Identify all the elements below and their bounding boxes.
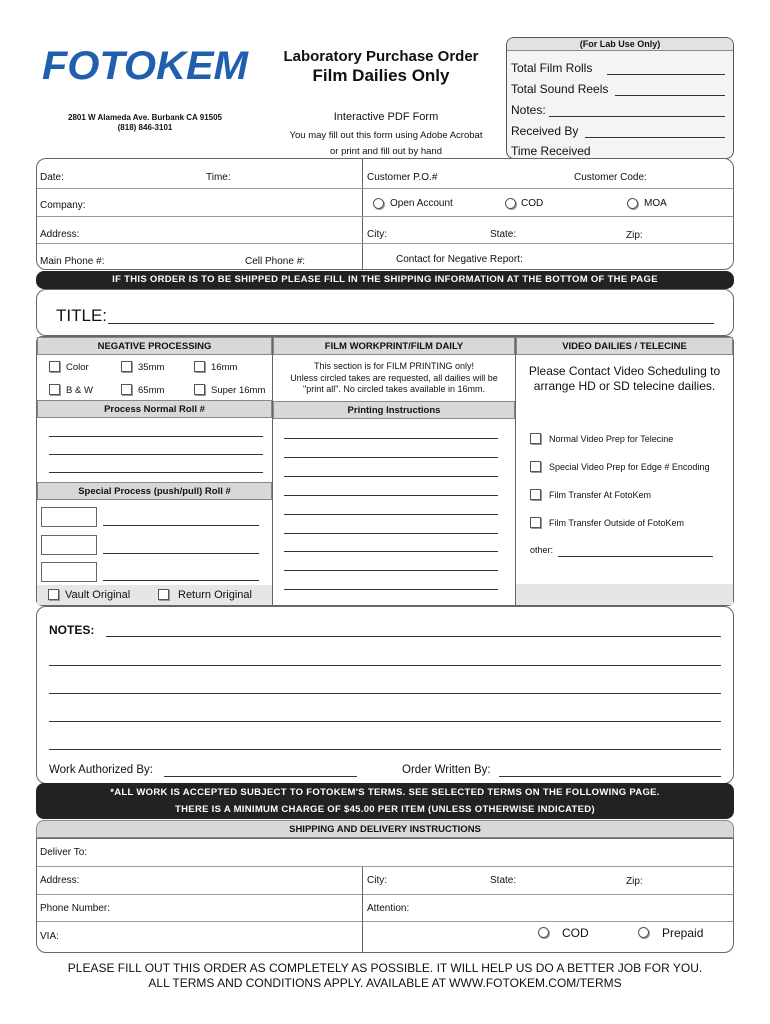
- logo-text: FOTOKEM: [42, 46, 250, 84]
- film-transfer-outside-label: Film Transfer Outside of FotoKem: [549, 518, 685, 528]
- video-note-1: Please Contact Video Scheduling to: [528, 364, 721, 378]
- 16mm-label: 16mm: [211, 362, 238, 373]
- film-transfer-outside-checkbox[interactable]: [530, 517, 541, 528]
- footer-line-1: PLEASE FILL OUT THIS ORDER AS COMPLETELY AS POSSIBLE. IT WILL HELP US DO A BETTER JOB FOR YOU.: [67, 961, 703, 975]
- film-transfer-fotokem-label: Film Transfer At FotoKem: [549, 490, 652, 500]
- video-bottom-shade: [516, 584, 733, 605]
- main-phone-label: Main Phone #:: [40, 256, 105, 267]
- customer-code-label: Customer Code:: [574, 172, 647, 183]
- moa-radio[interactable]: [627, 198, 638, 209]
- ship-prepaid-label: Prepaid: [662, 926, 704, 940]
- workprint-note-3: "print all". No circled takes available in 16mm.: [303, 384, 485, 394]
- lab-total-film-rolls-field[interactable]: [607, 74, 725, 75]
- 65mm-label: 65mm: [138, 385, 165, 396]
- return-original-checkbox[interactable]: [158, 589, 169, 600]
- special-process-field-2[interactable]: [103, 553, 259, 554]
- ship-address-label: Address:: [40, 875, 80, 886]
- company-label: Company:: [40, 200, 86, 211]
- lab-notes-field[interactable]: [549, 116, 725, 117]
- printing-field-9[interactable]: [284, 589, 498, 590]
- special-video-prep-label: Special Video Prep for Edge # Encoding: [549, 462, 710, 472]
- notes-label: NOTES:: [49, 623, 95, 637]
- workprint-note: [273, 361, 515, 396]
- moa-label: MOA: [644, 198, 667, 209]
- process-normal-header: Process Normal Roll #: [37, 400, 272, 418]
- lab-received-by-field[interactable]: [585, 137, 725, 138]
- terms-line-2: THERE IS A MINIMUM CHARGE OF $45.00 PER ITEM (UNLESS OTHERWISE INDICATED): [175, 804, 595, 815]
- ship-attention-label: Attention:: [367, 903, 410, 914]
- 16mm-checkbox[interactable]: [194, 361, 205, 372]
- process-normal-field-1[interactable]: [49, 436, 263, 437]
- notes-field-3[interactable]: [49, 693, 721, 694]
- process-normal-field-2[interactable]: [49, 454, 263, 455]
- interactive-note-1: You may fill out this form using Adobe Acrobat: [289, 130, 483, 141]
- order-written-field[interactable]: [499, 776, 721, 777]
- 35mm-checkbox[interactable]: [121, 361, 132, 372]
- lab-total-film-rolls: Total Film Rolls: [511, 61, 593, 75]
- notes-field-1[interactable]: [106, 636, 721, 637]
- city-label: City:: [367, 229, 387, 240]
- title-panel: [36, 289, 734, 336]
- special-process-field-1[interactable]: [103, 525, 259, 526]
- customer-row-line-2: [37, 216, 733, 217]
- shipping-row-line-2: [37, 894, 733, 895]
- video-note: [516, 364, 733, 394]
- shipping-panel: [36, 838, 734, 953]
- lab-received-by: Received By: [511, 124, 579, 138]
- color-label: Color: [66, 362, 89, 373]
- negative-processing-header: NEGATIVE PROCESSING: [37, 337, 272, 355]
- zip-label: Zip:: [626, 230, 643, 241]
- 35mm-label: 35mm: [138, 362, 165, 373]
- special-video-prep-checkbox[interactable]: [530, 461, 541, 472]
- other-field[interactable]: [558, 556, 713, 557]
- lab-time-received: Time Received: [511, 144, 591, 158]
- deliver-to-label: Deliver To:: [40, 847, 88, 858]
- interactive-pdf-label: Interactive PDF Form: [333, 111, 439, 123]
- fotokem-logo: [40, 46, 252, 84]
- customer-row-line-1: [37, 188, 733, 189]
- video-dailies-header: VIDEO DAILIES / TELECINE: [516, 337, 733, 355]
- printing-field-7[interactable]: [284, 551, 498, 552]
- workprint-note-1: This section is for FILM PRINTING only!: [313, 361, 475, 371]
- ship-prepaid-radio[interactable]: [638, 927, 649, 938]
- printing-field-5[interactable]: [284, 514, 498, 515]
- shipping-row-line-3: [37, 921, 733, 922]
- lab-use-box: [506, 37, 734, 159]
- address-label: Address:: [40, 229, 80, 240]
- ship-cod-radio[interactable]: [538, 927, 549, 938]
- notes-panel: [36, 606, 734, 784]
- address-phone: (818) 846-3101: [117, 123, 173, 132]
- company-address: [40, 113, 250, 133]
- cod-label: COD: [521, 198, 544, 209]
- address-street: 2801 W Alameda Ave. Burbank CA 91505: [68, 113, 222, 122]
- cod-radio[interactable]: [505, 198, 516, 209]
- super16mm-checkbox[interactable]: [194, 384, 205, 395]
- printing-field-6[interactable]: [284, 533, 498, 534]
- cell-phone-label: Cell Phone #:: [245, 256, 306, 267]
- customer-divider: [362, 159, 363, 269]
- ship-via-label: VIA:: [40, 931, 59, 942]
- terms-bar: [36, 783, 734, 819]
- state-label: State:: [490, 229, 517, 240]
- work-authorized-field[interactable]: [164, 776, 357, 777]
- 65mm-checkbox[interactable]: [121, 384, 132, 395]
- customer-po-label: Customer P.O.#: [367, 172, 438, 183]
- ship-city-label: City:: [367, 875, 387, 886]
- shipping-row-line-1: [37, 866, 733, 867]
- return-original-label: Return Original: [178, 589, 252, 601]
- shipping-notice-bar: IF THIS ORDER IS TO BE SHIPPED PLEASE FILL IN THE SHIPPING INFORMATION AT THE BOTTOM OF THE PAGE: [36, 271, 734, 289]
- shipping-divider: [362, 867, 363, 952]
- vault-original-checkbox[interactable]: [48, 589, 59, 600]
- printing-field-4[interactable]: [284, 495, 498, 496]
- vault-original-label: Vault Original: [65, 589, 131, 601]
- ship-state-label: State:: [490, 875, 517, 886]
- customer-row-line-3: [37, 243, 733, 244]
- form-subtitle: Film Dailies Only: [312, 66, 450, 85]
- printing-field-2[interactable]: [284, 457, 498, 458]
- printing-field-8[interactable]: [284, 570, 498, 571]
- open-account-label: Open Account: [390, 198, 453, 209]
- special-process-box-1[interactable]: [41, 507, 97, 527]
- special-process-box-3[interactable]: [41, 562, 97, 582]
- process-normal-field-3[interactable]: [49, 472, 263, 473]
- lab-total-sound-reels-field[interactable]: [615, 95, 725, 96]
- notes-field-4[interactable]: [49, 721, 721, 722]
- open-account-radio[interactable]: [373, 198, 384, 209]
- workprint-note-2: Unless circled takes are requested, all dailies will be: [290, 372, 498, 383]
- super16mm-label: Super 16mm: [211, 385, 266, 396]
- contact-negative-label: Contact for Negative Report:: [396, 254, 523, 265]
- ship-cod-label: COD: [562, 926, 589, 940]
- lab-total-sound-reels: Total Sound Reels: [511, 82, 609, 96]
- bw-label: B & W: [66, 385, 93, 396]
- interactive-note-2: or print and fill out by hand: [330, 146, 442, 157]
- order-written-label: Order Written By:: [402, 764, 491, 776]
- footer-line-2: ALL TERMS AND CONDITIONS APPLY. AVAILABLE AT WWW.FOTOKEM.COM/TERMS: [148, 976, 622, 990]
- terms-line-1: *ALL WORK IS ACCEPTED SUBJECT TO FOTOKEM'S TERMS. SEE SELECTED TERMS ON THE FOLLOWING PAGE.: [110, 787, 660, 798]
- title-label: TITLE:: [56, 306, 108, 325]
- workprint-header: FILM WORKPRINT/FILM DAILY: [273, 337, 515, 355]
- lab-notes: Notes:: [511, 103, 546, 117]
- lab-use-title: (For Lab Use Only): [507, 38, 733, 51]
- normal-video-prep-label: Normal Video Prep for Telecine: [549, 434, 674, 444]
- title-field[interactable]: [108, 323, 714, 324]
- shipping-instructions-header: SHIPPING AND DELIVERY INSTRUCTIONS: [36, 820, 734, 838]
- color-checkbox[interactable]: [49, 361, 60, 372]
- interactive-pdf-note: [262, 128, 510, 160]
- ship-zip-label: Zip:: [626, 876, 643, 887]
- film-transfer-fotokem-checkbox[interactable]: [530, 489, 541, 500]
- time-label: Time:: [206, 172, 231, 183]
- other-label: other:: [530, 545, 554, 555]
- printing-instructions-header: Printing Instructions: [273, 401, 515, 419]
- special-process-box-2[interactable]: [41, 535, 97, 555]
- date-label: Date:: [40, 172, 64, 183]
- printing-field-3[interactable]: [284, 476, 498, 477]
- video-note-2: arrange HD or SD telecine dailies.: [533, 379, 716, 393]
- normal-video-prep-checkbox[interactable]: [530, 433, 541, 444]
- form-title: Laboratory Purchase Order: [283, 48, 479, 65]
- notes-field-5[interactable]: [49, 749, 721, 750]
- notes-field-2[interactable]: [49, 665, 721, 666]
- ship-phone-label: Phone Number:: [40, 903, 111, 914]
- bw-checkbox[interactable]: [49, 384, 60, 395]
- printing-field-1[interactable]: [284, 438, 498, 439]
- special-process-field-3[interactable]: [103, 580, 259, 581]
- work-authorized-label: Work Authorized By:: [49, 764, 153, 776]
- special-process-header: Special Process (push/pull) Roll #: [37, 482, 272, 500]
